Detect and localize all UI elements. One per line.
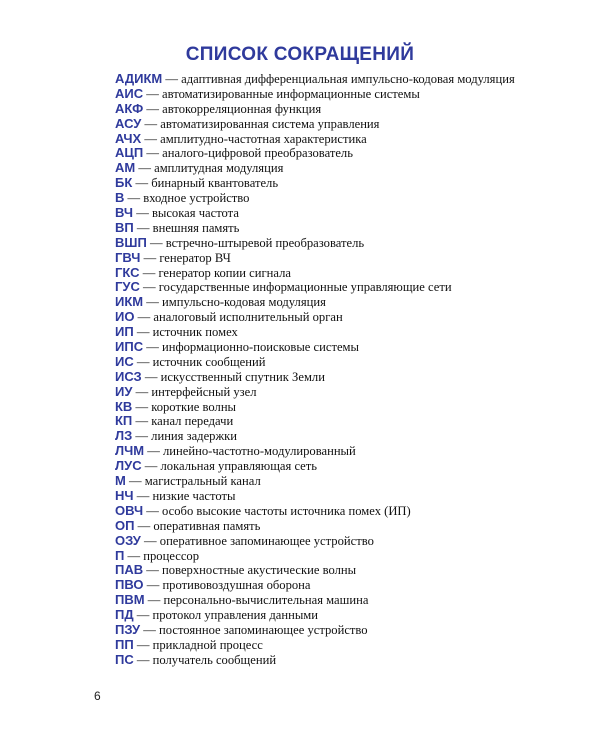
list-item <box>115 325 515 340</box>
list-item <box>115 459 515 474</box>
list-item <box>115 400 515 415</box>
list-item <box>115 146 515 161</box>
definition: встречно-штыревой преобразователь <box>165 235 365 250</box>
list-item <box>115 370 515 385</box>
list-item <box>115 251 515 266</box>
list-item <box>115 504 515 519</box>
definition: автоматизированная система управления <box>160 116 380 131</box>
list-item <box>115 534 515 549</box>
separator-dash: — <box>136 637 150 652</box>
list-item <box>115 340 515 355</box>
list-item <box>115 653 515 668</box>
separator-dash: — <box>136 220 150 235</box>
list-item <box>115 87 515 102</box>
separator-dash: — <box>146 578 160 593</box>
list-item <box>115 593 515 608</box>
separator-dash: — <box>146 563 159 578</box>
separator-dash: — <box>127 191 141 206</box>
abbreviation: ИС <box>115 353 134 369</box>
list-item <box>115 355 515 370</box>
list-item <box>115 474 515 489</box>
definition: бинарный квантователь <box>151 176 279 191</box>
definition: аналоговый исполнительный орган <box>153 310 343 325</box>
definition: внешняя память <box>152 220 240 235</box>
list-item <box>115 117 515 132</box>
definition: короткие волны <box>151 399 237 414</box>
definition: низкие частоты <box>152 488 236 503</box>
list-item <box>115 608 515 623</box>
abbreviation: ЛЧМ <box>115 443 145 459</box>
separator-dash: — <box>146 146 159 161</box>
definition: персонально-вычислительная машина <box>163 593 369 608</box>
list-item <box>115 638 515 653</box>
abbreviation: КП <box>115 413 133 429</box>
separator-dash: — <box>143 280 156 295</box>
separator-dash: — <box>144 116 158 131</box>
abbreviation: ИО <box>115 309 135 325</box>
abbreviation: АЦП <box>115 145 144 161</box>
abbreviation: ОВЧ <box>115 502 144 518</box>
definition: автоматизированные информационные системы <box>162 86 420 101</box>
abbreviation: ИСЗ <box>115 368 142 384</box>
abbreviation: ИУ <box>115 383 133 399</box>
abbreviation: ПАВ <box>115 562 144 578</box>
abbreviation: ИП <box>115 324 134 340</box>
abbreviation: ВП <box>115 219 134 235</box>
list-item <box>115 549 515 564</box>
list-item <box>115 385 515 400</box>
abbreviation: ПП <box>115 636 134 652</box>
definition: линейно-частотно-модулированный <box>163 444 356 459</box>
definition: интерфейсный узел <box>151 384 257 399</box>
separator-dash: — <box>135 399 149 414</box>
separator-dash: — <box>137 310 151 325</box>
separator-dash: — <box>135 414 149 429</box>
abbreviation: ГУС <box>115 279 140 295</box>
definition: входное устройство <box>143 191 250 206</box>
separator-dash: — <box>138 161 151 176</box>
definition: искусственный спутник Земли <box>160 369 325 384</box>
abbreviation: ГВЧ <box>115 249 141 265</box>
abbreviation: АКФ <box>115 100 144 116</box>
abbreviation: АДИКМ <box>115 71 163 86</box>
separator-dash: — <box>143 622 156 637</box>
separator-dash: — <box>135 384 149 399</box>
abbreviation: ЛУС <box>115 458 142 474</box>
list-item <box>115 280 515 295</box>
list-item <box>115 519 515 534</box>
separator-dash: — <box>136 488 150 503</box>
list-item <box>115 623 515 638</box>
list-item <box>115 132 515 147</box>
separator-dash: — <box>146 86 159 101</box>
abbreviation: ОП <box>115 517 135 533</box>
definition: информационно-поисковые системы <box>161 340 359 355</box>
abbreviation: АСУ <box>115 115 142 131</box>
definition: генератор копии сигнала <box>158 265 291 280</box>
definition: высокая частота <box>151 206 239 221</box>
abbreviation: ПС <box>115 651 134 667</box>
abbreviation: ПВМ <box>115 592 145 608</box>
separator-dash: — <box>137 518 151 533</box>
abbreviation: ЛЗ <box>115 428 133 444</box>
definition: особо высокие частоты источника помех (ИП) <box>162 503 411 518</box>
separator-dash: — <box>144 459 158 474</box>
list-item <box>115 563 515 578</box>
list-item <box>115 578 515 593</box>
separator-dash: — <box>146 101 159 116</box>
abbreviation: В <box>115 190 125 206</box>
abbreviation: ВШП <box>115 234 147 250</box>
definition: процессор <box>143 548 199 563</box>
list-item <box>115 206 515 221</box>
separator-dash: — <box>142 265 156 280</box>
definition: генератор ВЧ <box>159 250 231 265</box>
definition: противовоздушная оборона <box>162 578 311 593</box>
definition: источник помех <box>152 325 238 340</box>
list-item <box>115 221 515 236</box>
definition: постоянное запоминающее устройство <box>159 622 368 637</box>
abbreviation-list <box>115 72 515 668</box>
definition: локальная управляющая сеть <box>160 459 318 474</box>
separator-dash: — <box>165 72 178 86</box>
separator-dash: — <box>147 444 160 459</box>
list-item <box>115 72 515 87</box>
abbreviation: ПД <box>115 607 134 623</box>
definition: импульсно-кодовая модуляция <box>162 295 326 310</box>
list-item <box>115 176 515 191</box>
definition: оперативное запоминающее устройство <box>159 533 374 548</box>
separator-dash: — <box>136 325 150 340</box>
abbreviation: М <box>115 473 126 489</box>
separator-dash: — <box>127 548 141 563</box>
abbreviation: АИС <box>115 85 144 101</box>
definition: канал передачи <box>151 414 234 429</box>
separator-dash: — <box>136 354 150 369</box>
abbreviation: П <box>115 547 125 563</box>
list-item <box>115 161 515 176</box>
definition: государственные информационные управляющие сети <box>158 280 452 295</box>
separator-dash: — <box>136 206 149 221</box>
separator-dash: — <box>146 340 159 355</box>
abbreviation: НЧ <box>115 487 134 503</box>
definition: магистральный канал <box>144 474 261 489</box>
abbreviation: БК <box>115 175 133 191</box>
abbreviation: ОЗУ <box>115 532 141 548</box>
separator-dash: — <box>147 593 161 608</box>
page-number: 6 <box>94 689 101 703</box>
definition: оперативная память <box>153 518 261 533</box>
abbreviation: АМ <box>115 160 136 176</box>
separator-dash: — <box>149 235 163 250</box>
separator-dash: — <box>136 608 150 623</box>
definition: прикладной процесс <box>152 637 263 652</box>
separator-dash: — <box>146 503 159 518</box>
separator-dash: — <box>135 176 149 191</box>
list-item <box>115 236 515 251</box>
definition: источник сообщений <box>152 354 266 369</box>
abbreviation: ИПС <box>115 339 144 355</box>
list-item <box>115 414 515 429</box>
separator-dash: — <box>146 295 159 310</box>
definition: адаптивная дифференциальная импульсно-кодовая модуляция <box>181 72 515 86</box>
separator-dash: — <box>136 652 150 667</box>
separator-dash: — <box>135 429 149 444</box>
page-title: СПИСОК СОКРАЩЕНИЙ <box>185 44 415 65</box>
separator-dash: — <box>129 474 142 489</box>
definition: амплитудно-частотная характеристика <box>160 131 367 146</box>
list-item <box>115 429 515 444</box>
abbreviation: ИКМ <box>115 294 144 310</box>
list-item <box>115 102 515 117</box>
abbreviation: ПЗУ <box>115 621 141 637</box>
abbreviation: ПВО <box>115 577 144 593</box>
definition: автокорреляционная функция <box>162 101 322 116</box>
separator-dash: — <box>143 250 157 265</box>
abbreviation: ВЧ <box>115 205 134 221</box>
list-item <box>115 295 515 310</box>
list-item <box>115 191 515 206</box>
abbreviation: АЧХ <box>115 130 142 146</box>
abbreviation: КВ <box>115 398 133 414</box>
list-item <box>115 310 515 325</box>
definition: получатель сообщений <box>152 652 277 667</box>
definition: линия задержки <box>151 429 238 444</box>
separator-dash: — <box>144 131 157 146</box>
abbreviation: ГКС <box>115 264 140 280</box>
separator-dash: — <box>144 369 158 384</box>
list-item <box>115 444 515 459</box>
definition: аналого-цифровой преобразователь <box>162 146 353 161</box>
list-item <box>115 489 515 504</box>
separator-dash: — <box>144 533 157 548</box>
definition: протокол управления данными <box>152 608 319 623</box>
list-item <box>115 266 515 281</box>
definition: поверхностные акустические волны <box>162 563 357 578</box>
definition: амплитудная модуляция <box>154 161 284 176</box>
